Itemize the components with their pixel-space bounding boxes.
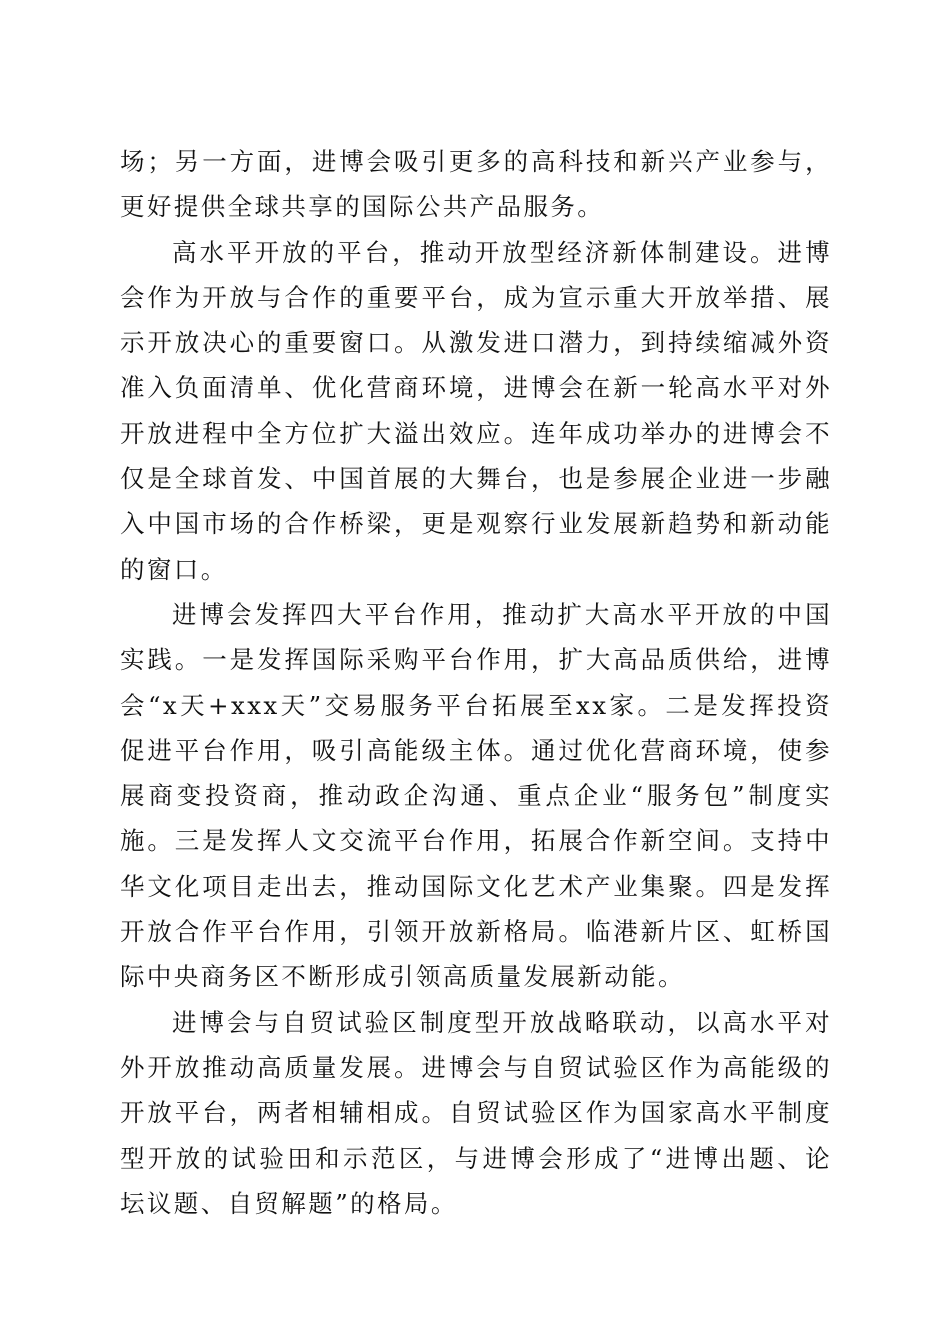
paragraph-continuation: 场；另一方面，进博会吸引更多的高科技和新兴产业参与，更好提供全球共享的国际公共产品服务。 — [120, 147, 832, 222]
paragraph-free-trade-zone: 进博会与自贸试验区制度型开放战略联动，以高水平对外开放推动高质量发展。进博会与自贸试验区作为高能级的开放平台，两者相辅相成。自贸试验区作为国家高水平制度型开放的试验田和示范区，与进博会形成了“进博出题、论坛议题、自贸解题”的格局。 — [120, 1007, 832, 1218]
document-body — [120, 139, 832, 1226]
paragraph-four-platforms: 进博会发挥四大平台作用，推动扩大高水平开放的中国实践。一是发挥国际采购平台作用，扩大高品质供给，进博会“x天+xxx天”交易服务平台拓展至xx家。二是发挥投资促进平台作用，吸引高能级主体。通过优化营商环境，使参展商变投资商，推动政企沟通、重点企业“服务包”制度实施。三是发挥人文交流平台作用，拓展合作新空间。支持中华文化项目走出去，推动国际文化艺术产业集聚。四是发挥开放合作平台作用，引领开放新格局。临港新片区、虹桥国际中央商务区不断形成引领高质量发展新动能。 — [120, 599, 832, 992]
paragraph-open-platform: 高水平开放的平台，推动开放型经济新体制建设。进博会作为开放与合作的重要平台，成为宣示重大开放举措、展示开放决心的重要窗口。从激发进口潜力，到持续缩减外资准入负面清单、优化营商环境，进博会在新一轮高水平对外开放进程中全方位扩大溢出效应。连年成功举办的进博会不仅是全球首发、中国首展的大舞台，也是参展企业进一步融入中国市场的合作桥梁，更是观察行业发展新趋势和新动能的窗口。 — [120, 237, 832, 584]
